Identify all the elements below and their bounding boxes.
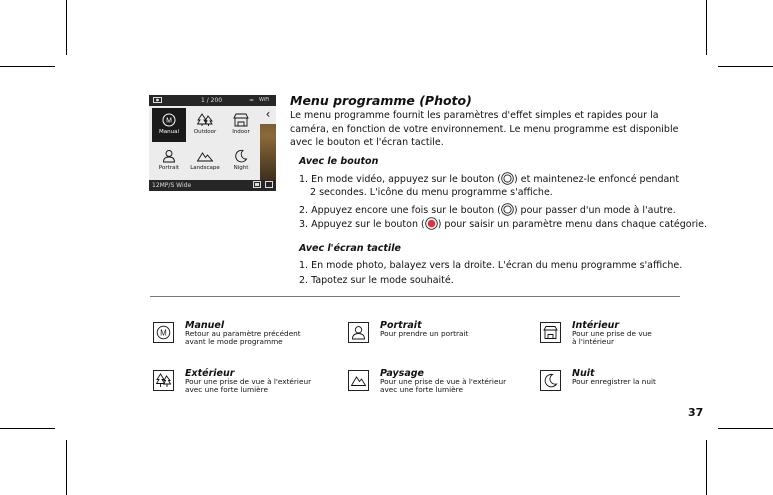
mountains-icon	[197, 149, 213, 163]
mountains-icon	[351, 373, 366, 388]
wifi-label-icon: WiFi	[259, 97, 270, 103]
wifi-icon: ≈	[249, 97, 255, 104]
crop-mark	[66, 440, 67, 495]
tile-landscape[interactable]: Landscape	[188, 144, 222, 178]
tile-night[interactable]: Night	[224, 144, 258, 178]
button-step-2: 2. Appuyez encore une fois sur le bouton ( ) pour passer d'un mode à l'autre.	[299, 205, 676, 216]
trees-icon	[156, 373, 171, 388]
legend-title: Extérieur	[185, 368, 235, 379]
camera-button-icon	[501, 172, 514, 185]
camera-button-icon	[501, 203, 514, 216]
button-step-3: 3. Appuyez sur le bouton ( ) pour saisir un paramètre menu dans chaque catégorie.	[299, 219, 708, 230]
page-number: 37	[688, 406, 704, 419]
camera-button-red-icon	[425, 217, 438, 230]
legend-desc: Pour une prise de vue à l'intérieur	[572, 329, 652, 346]
page-title: Menu programme (Photo)	[290, 93, 472, 108]
touch-step-1: 1. En mode photo, balayez vers la droite. L'écran du menu programme s'affiche.	[299, 260, 683, 271]
crop-mark	[718, 66, 773, 67]
legend-desc: Pour enregistrer la nuit	[572, 377, 656, 386]
resolution-label: 12MP/S Wide	[152, 182, 192, 189]
camera-status-bar	[149, 95, 276, 106]
touch-section-title: Avec l'écran tactile	[299, 243, 401, 254]
tile-portrait[interactable]: Portrait	[152, 144, 186, 178]
trees-icon	[197, 113, 213, 127]
battery-icon	[253, 181, 262, 190]
legend-desc: Pour prendre un portrait	[380, 329, 469, 338]
legend-title: Nuit	[572, 368, 595, 379]
crop-mark	[718, 428, 773, 429]
touch-step-2: 2. Tapotez sur le mode souhaité.	[299, 275, 454, 286]
crop-mark	[0, 428, 55, 429]
tile-outdoor[interactable]: Outdoor	[188, 108, 222, 142]
svg-text:M: M	[166, 117, 172, 125]
moon-icon	[234, 149, 248, 163]
manual-m-icon	[156, 325, 171, 340]
moon-icon	[543, 373, 558, 388]
crop-mark	[706, 0, 707, 55]
person-icon	[351, 325, 366, 340]
intro-paragraph: Le menu programme fournit les paramètres d'effet simples et rapides pour la caméra, en fonction de votre environnement. Le menu programme est disponible avec le bouton et l'écran tactile.	[290, 110, 679, 148]
legend-title: Manuel	[185, 320, 225, 331]
back-chevron-icon[interactable]: ‹	[260, 106, 276, 124]
store-icon	[543, 325, 558, 340]
tile-manual[interactable]: M Manual	[152, 108, 186, 142]
divider	[150, 296, 680, 297]
button-step-1-cont: 2 secondes. L'icône du menu programme s'affiche.	[310, 187, 553, 198]
store-icon	[233, 113, 249, 127]
camera-screen-illustration	[149, 95, 276, 191]
legend-title: Paysage	[380, 368, 424, 379]
button-step-1: 1. En mode vidéo, appuyez sur le bouton ( ) et maintenez-le enfoncé pendant	[299, 174, 680, 185]
manual-m-icon	[162, 113, 176, 127]
storage-icon	[265, 181, 273, 190]
tile-indoor[interactable]: Indoor	[224, 108, 258, 142]
legend-desc: Pour une prise de vue à l'extérieur avec une forte lumière	[185, 377, 312, 394]
camera-mode-icon	[153, 96, 162, 105]
legend-desc: Retour au paramètre précédent avant le mode programme	[185, 329, 301, 346]
camera-info-bar	[149, 180, 276, 191]
program-menu-panel	[149, 106, 260, 180]
button-section-title: Avec le bouton	[299, 156, 379, 167]
shot-counter: 1 / 200	[201, 97, 223, 104]
legend-title: Intérieur	[572, 320, 620, 331]
legend-desc: Pour une prise de vue à l'extérieur avec une forte lumière	[380, 377, 507, 394]
person-icon	[162, 149, 176, 163]
crop-mark	[66, 0, 67, 55]
crop-mark	[706, 440, 707, 495]
crop-mark	[0, 66, 55, 67]
legend-title: Portrait	[380, 320, 422, 331]
svg-text:M: M	[160, 328, 167, 338]
